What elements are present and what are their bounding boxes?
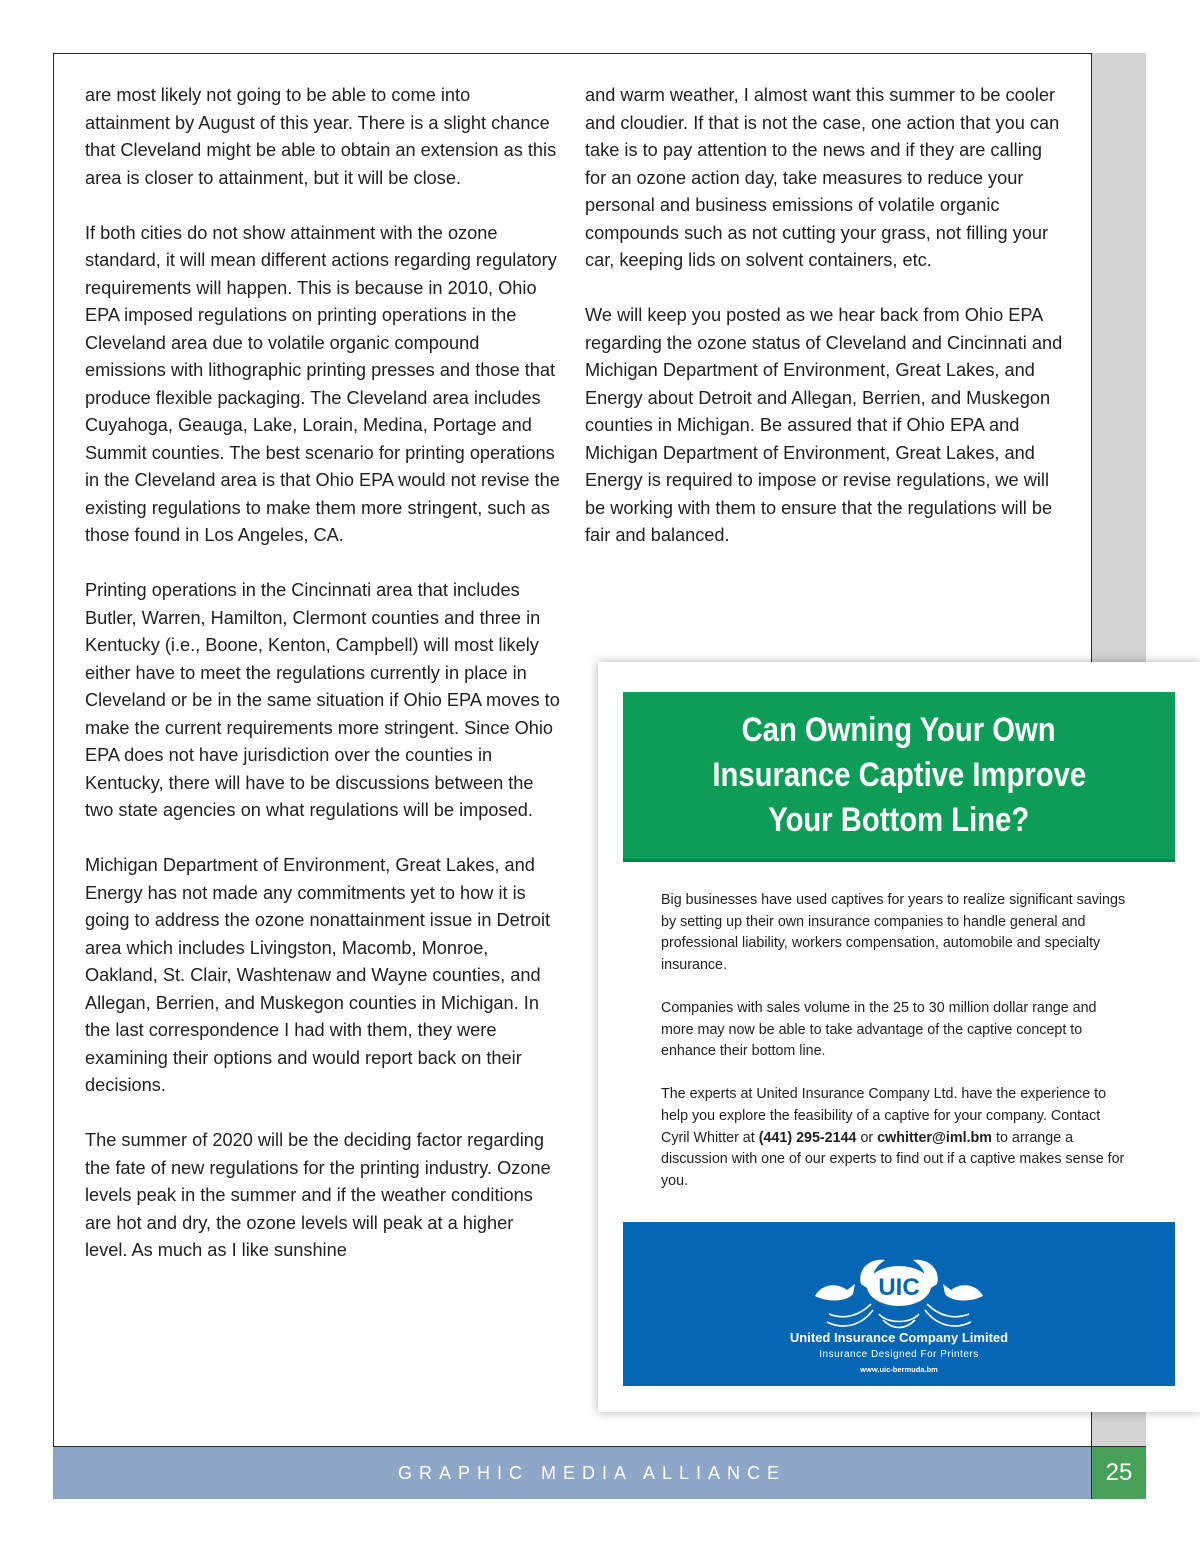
insurance-advertisement[interactable] [598,662,1200,1412]
uic-dolphin-logo [809,1254,989,1332]
publication-name: GRAPHIC MEDIA ALLIANCE [397,1462,787,1483]
article-paragraph: We will keep you posted as we hear back from Ohio EPA regarding the ozone status of Cleveland and Cincinnati and Michigan Department of Environment, Great Lakes, and Energy about Detroit and Allegan, Berrien, and Muskegon counties in Michigan. Be assured that if Ohio EPA and Michigan Department of Environment, Great Lakes, and Energy is required to impose or revise regulations, we will be working with them to ensure that the regulations will be fair and balanced. [585,305,1063,545]
article-column-left [85,82,560,1292]
page-number: 25 [1105,1459,1133,1486]
ad-headline-panel [623,692,1175,862]
ad-contact-outro: to arrange a discussion with one of our experts to find out if a captive makes sense for you. [661,1129,1125,1189]
ad-paragraph: Big businesses have used captives for years to realize significant savings by setting up their own insurance companies to handle general and professional liability, workers compensation, automobile and specialty insurance. [661,892,1126,973]
ad-headline-line: Can Owning Your Own [741,711,1057,749]
article-paragraph: If both cities do not show attainment with the ozone standard, it will mean different actions regarding regulatory requirements will happen. This is because in 2010, Ohio EPA imposed regulations on printing operations in the Cleveland area due to volatile organic compound emissions with lithographic printing presses and those that produce flexible packaging. The Cleveland area includes Cuyahoga, Geauga, Lake, Lorain, Medina, Portage and Summit counties. The best scenario for printing operations in the Cleveland area is that Ohio EPA would not revise the existing regulations to make them more stringent, such as those found in Los Angeles, CA. [85,222,560,545]
ad-or-text: or [856,1129,878,1146]
footer-band [53,1446,1091,1499]
ad-email-link[interactable]: cwhitter@iml.bm [877,1129,993,1146]
ad-paragraph [661,1084,1131,1192]
article-paragraph: Michigan Department of Environment, Great Lakes, and Energy has not made any commitments yet to how it is going to address the ozone nonattainment issue in Detroit area which includes Livingston, Macomb, Monroe, Oakland, St. Clair, Washtenaw and Wayne counties, and Allegan, Berrien, and Muskegon counties in Michigan. In the last correspondence I had with them, they were examining their options and would report back on their decisions. [85,855,551,1095]
article-column-right [585,82,1065,577]
ad-contact-intro: The experts at United Insurance Company Ltd. have the experience to help you explore the feasibility of a captive for your company. Contact Cyril Whitter at [661,1086,1107,1146]
ad-logo-panel [623,1222,1175,1386]
ad-headline-line: Insurance Captive Improve [712,756,1086,794]
ad-phone-number[interactable]: (441) 295-2144 [758,1129,857,1146]
ad-website-link[interactable]: www.uic-bermuda.bm [860,1365,938,1374]
article-paragraph: and warm weather, I almost want this summer to be cooler and cloudier. If that is not the case, one action that you can take is to pay attention to the news and if they are calling for an ozone action day, take measures to reduce your personal and business emissions of volatile organic compounds such as not cutting your grass, not filling your car, keeping lids on solvent containers, etc. [585,85,1060,270]
article-paragraph: The summer of 2020 will be the deciding factor regarding the fate of new regulations for the printing industry. Ozone levels peak in the summer and if the weather conditions are hot and dry, the ozone levels will peak at a higher level. As much as I like sunshine [85,1130,551,1260]
ad-paragraph: Companies with sales volume in the 25 to 30 million dollar range and more may now be able to take advantage of the captive concept to enhance their bottom line. [661,999,1097,1060]
logo-monogram: UIC [878,1274,920,1301]
ad-body-text [661,890,1131,1214]
ad-tagline: Insurance Designed For Printers [819,1349,979,1360]
ad-company-name: United Insurance Company Limited [789,1330,1009,1345]
article-paragraph: are most likely not going to be able to come into attainment by August of this year. There is a slight chance that Cleveland might be able to obtain an extension as this area is closer to attainment, but it will be close. [85,85,557,188]
page-number-box [1091,1446,1146,1499]
article-paragraph: Printing operations in the Cincinnati area that includes Butler, Warren, Hamilton, Clermont counties and three in Kentucky (i.e., Boone, Kenton, Campbell) will most likely either have to meet the regulations currently in place in Cleveland or be in the same situation if Ohio EPA moves to make the current requirements more stringent. Since Ohio EPA does not have jurisdiction over the counties in Kentucky, there will have to be discussions between the two state agencies on what regulations will be imposed. [85,580,560,820]
ad-headline-line: Your Bottom Line? [768,801,1030,839]
